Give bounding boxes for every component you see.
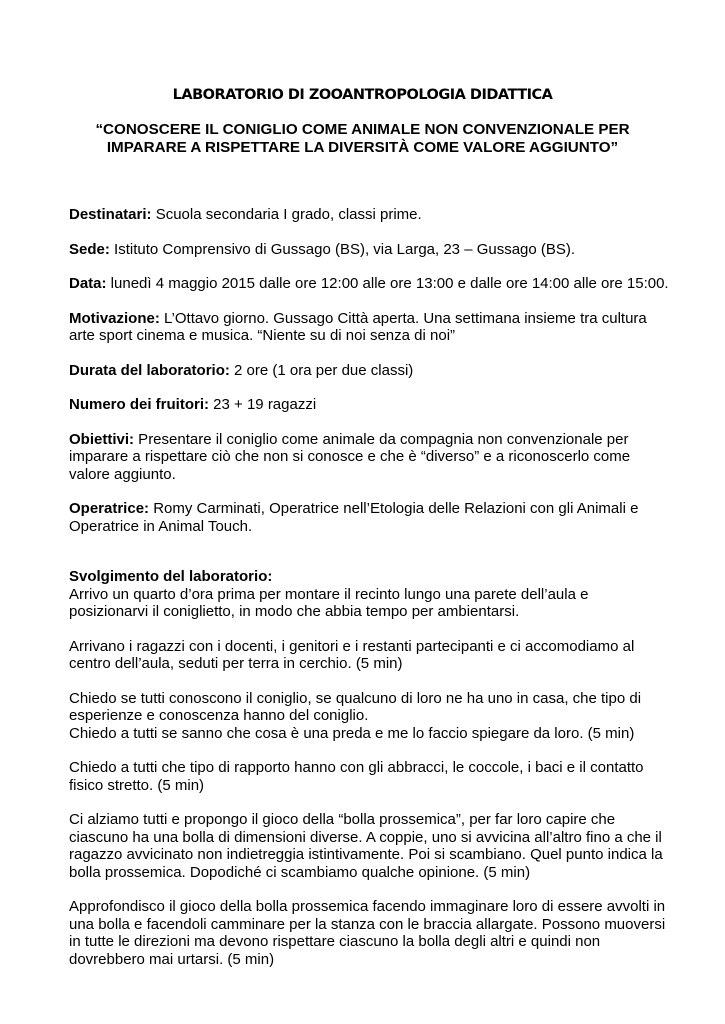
- field-value: Istituto Comprensivo di Gussago (BS), via Larga, 23 – Gussago (BS).: [109, 240, 576, 258]
- field-line: [69, 431, 669, 449]
- document-subtitle: [60, 121, 665, 157]
- field-fruitori: [69, 396, 669, 414]
- field-line: [69, 310, 669, 328]
- field-label: Obiettivi:: [69, 430, 135, 448]
- paragraph-line: Approfondisco il gioco della bolla prossemica facendo immaginare loro di essere avvolti in: [69, 898, 666, 915]
- field-value: valore aggiunto.: [69, 465, 176, 483]
- field-obiettivi: [69, 431, 669, 484]
- paragraph-line: esperienze e conoscenza hanno del coniglio.: [69, 707, 369, 724]
- svolgimento-paragraph: [69, 690, 669, 743]
- paragraph-line: Arrivo un quarto d’ora prima per montare il recinto lungo una parete dell’aula e: [69, 585, 589, 603]
- field-destinatari: [69, 206, 669, 224]
- document-title: LABORATORIO DI ZOOANTROPOLOGIA DIDATTICA: [172, 87, 553, 103]
- subtitle-line: “CONOSCERE IL CONIGLIO COME ANIMALE NON CONVENZIONALE PER: [95, 121, 630, 138]
- paragraph-line: bolla prossemica. Dopodiché ci scambiamo qualche opinione. (5 min): [69, 863, 531, 881]
- paragraph-line: Chiedo a tutti se sanno che cosa è una preda e me lo faccio spiegare da loro. (5 min): [69, 724, 635, 742]
- field-label: Data:: [69, 275, 107, 292]
- field-value: imparare a rispettare ciò che non si conosce e che è “diverso” e a riconoscerlo come: [69, 448, 631, 465]
- field-label: Sede:: [69, 240, 110, 258]
- svolgimento-paragraph: [69, 568, 669, 621]
- paragraph-line: ciascuno ha una bolla di dimensioni diverse. A coppie, uno si avvicina all’altro fino a che il: [69, 828, 662, 846]
- field-value: Presentare il coniglio come animale da compagnia non convenzionale per: [134, 430, 629, 448]
- svolgimento-paragraph: [69, 759, 669, 794]
- paragraph-line: una bolla e facendoli camminare per la stanza con le braccia allargate. Possono muoversi: [69, 915, 666, 933]
- field-value: Scuola secondaria I grado, classi prime.: [151, 206, 422, 223]
- field-sede: [69, 241, 669, 259]
- field-label: Motivazione:: [69, 309, 160, 327]
- field-value: Romy Carminati, Operatrice nell’Etologia delle Relazioni con gli Animali e: [149, 500, 639, 517]
- paragraph-line: dovrebbero mai urtarsi. (5 min): [69, 950, 275, 968]
- svolgimento-paragraph: [69, 811, 669, 881]
- field-label: Operatrice:: [69, 500, 150, 517]
- field-line: [69, 500, 669, 518]
- field-value: 2 ore (1 ora per due classi): [229, 361, 414, 379]
- field-operatrice: [69, 500, 669, 535]
- paragraph-line: fisico stretto. (5 min): [69, 776, 205, 794]
- field-value: Operatrice in Animal Touch.: [69, 517, 253, 535]
- paragraph-line: ragazzo avvicinato non indietreggia istintivamente. Poi si scambiano. Quel punto indica la: [69, 846, 663, 863]
- paragraph-line: Arrivano i ragazzi con i docenti, i genitori e i restanti partecipanti e ci accomodiamo al: [69, 637, 635, 655]
- paragraph-line: posizionarvi il coniglietto, in modo che abbia tempo per ambientarsi.: [69, 603, 520, 620]
- field-label: Numero dei fruitori:: [69, 396, 210, 413]
- field-value: arte sport cinema e musica. “Niente su di noi senza di noi”: [69, 327, 456, 344]
- svolgimento-paragraph: [69, 638, 669, 673]
- field-label: Durata del laboratorio:: [69, 361, 230, 379]
- paragraph-line: centro dell’aula, seduti per terra in cerchio. (5 min): [69, 655, 403, 672]
- paragraph-line: Ci alziamo tutti e propongo il gioco della “bolla prossemica”, per far loro capire che: [69, 811, 616, 828]
- document-body: [69, 206, 669, 985]
- subtitle-line: IMPARARE A RISPETTARE LA DIVERSITÀ COME VALORE AGGIUNTO”: [106, 139, 619, 156]
- field-value: L’Ottavo giorno. Gussago Città aperta. Una settimana insieme tra cultura: [159, 309, 647, 327]
- field-label: Destinatari:: [69, 206, 152, 223]
- field-durata: [69, 362, 669, 380]
- svolgimento-paragraph: [69, 898, 669, 968]
- field-motivazione: [69, 310, 669, 345]
- paragraph-line: in tutte le direzioni ma devono rispettare ciascuno la bolla degli altri e quindi non: [69, 933, 601, 950]
- field-value: lunedì 4 maggio 2015 dalle ore 12:00 alle ore 13:00 e dalle ore 14:00 alle ore 15:00.: [106, 275, 669, 292]
- paragraph-line: Chiedo a tutti che tipo di rapporto hanno con gli abbracci, le coccole, i baci e il contatto: [69, 759, 644, 776]
- field-value: 23 + 19 ragazzi: [209, 396, 317, 413]
- field-data: [69, 275, 669, 293]
- paragraph-line: Chiedo se tutti conoscono il coniglio, se qualcuno di loro ne ha uno in casa, che tipo di: [69, 689, 642, 707]
- section-heading: Svolgimento del laboratorio:: [69, 568, 273, 585]
